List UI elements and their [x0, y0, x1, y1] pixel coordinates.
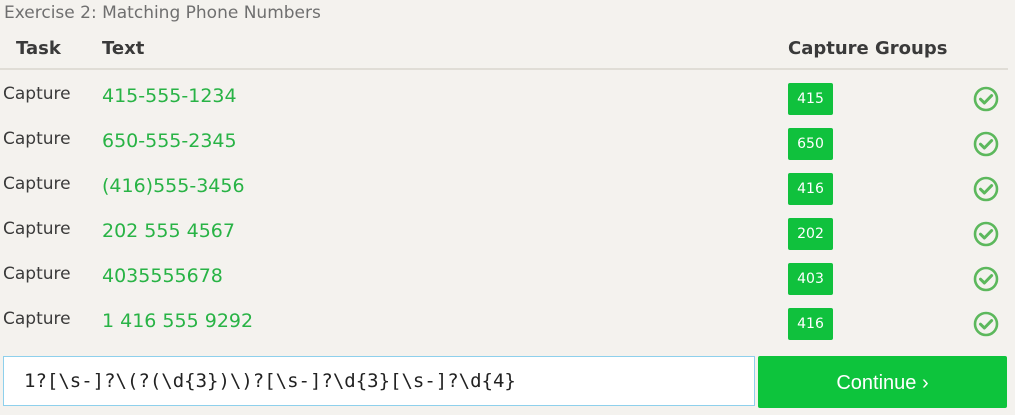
check-circle-icon: [973, 221, 999, 247]
capture-group-badge: 650: [788, 128, 833, 160]
check-circle-icon: [973, 266, 999, 292]
capture-group-badge: 416: [788, 173, 833, 205]
match-text: 1 416 555 9292: [102, 310, 254, 332]
table-row: [0, 255, 1015, 300]
table-row: [0, 300, 1015, 345]
task-label: Capture: [3, 84, 71, 104]
task-label: Capture: [3, 219, 71, 239]
check-circle-icon: [973, 311, 999, 337]
task-label: Capture: [3, 264, 71, 284]
match-text: 202 555 4567: [102, 220, 235, 242]
capture-group-badge: 415: [788, 83, 833, 115]
task-label: Capture: [3, 174, 71, 194]
table-row: [0, 75, 1015, 120]
exercise-title: Exercise 2: Matching Phone Numbers: [4, 3, 321, 23]
header-capture-groups: Capture Groups: [788, 38, 948, 59]
task-label: Capture: [3, 129, 71, 149]
header-text: Text: [102, 38, 145, 59]
table-row: [0, 120, 1015, 165]
match-text: 4035555678: [102, 265, 223, 287]
continue-button[interactable]: Continue ›: [758, 356, 1007, 408]
check-circle-icon: [973, 131, 999, 157]
regex-input[interactable]: [3, 356, 755, 406]
table-header: [0, 38, 1008, 70]
match-text: 650-555-2345: [102, 130, 237, 152]
task-label: Capture: [3, 309, 71, 329]
check-circle-icon: [973, 176, 999, 202]
match-text: (416)555-3456: [102, 175, 245, 197]
table-body: [0, 75, 1015, 345]
header-task: Task: [16, 38, 61, 59]
match-text: 415-555-1234: [102, 85, 237, 107]
table-row: [0, 210, 1015, 255]
table-row: [0, 165, 1015, 210]
capture-group-badge: 416: [788, 308, 833, 340]
capture-group-badge: 403: [788, 263, 833, 295]
check-circle-icon: [973, 86, 999, 112]
capture-group-badge: 202: [788, 218, 833, 250]
